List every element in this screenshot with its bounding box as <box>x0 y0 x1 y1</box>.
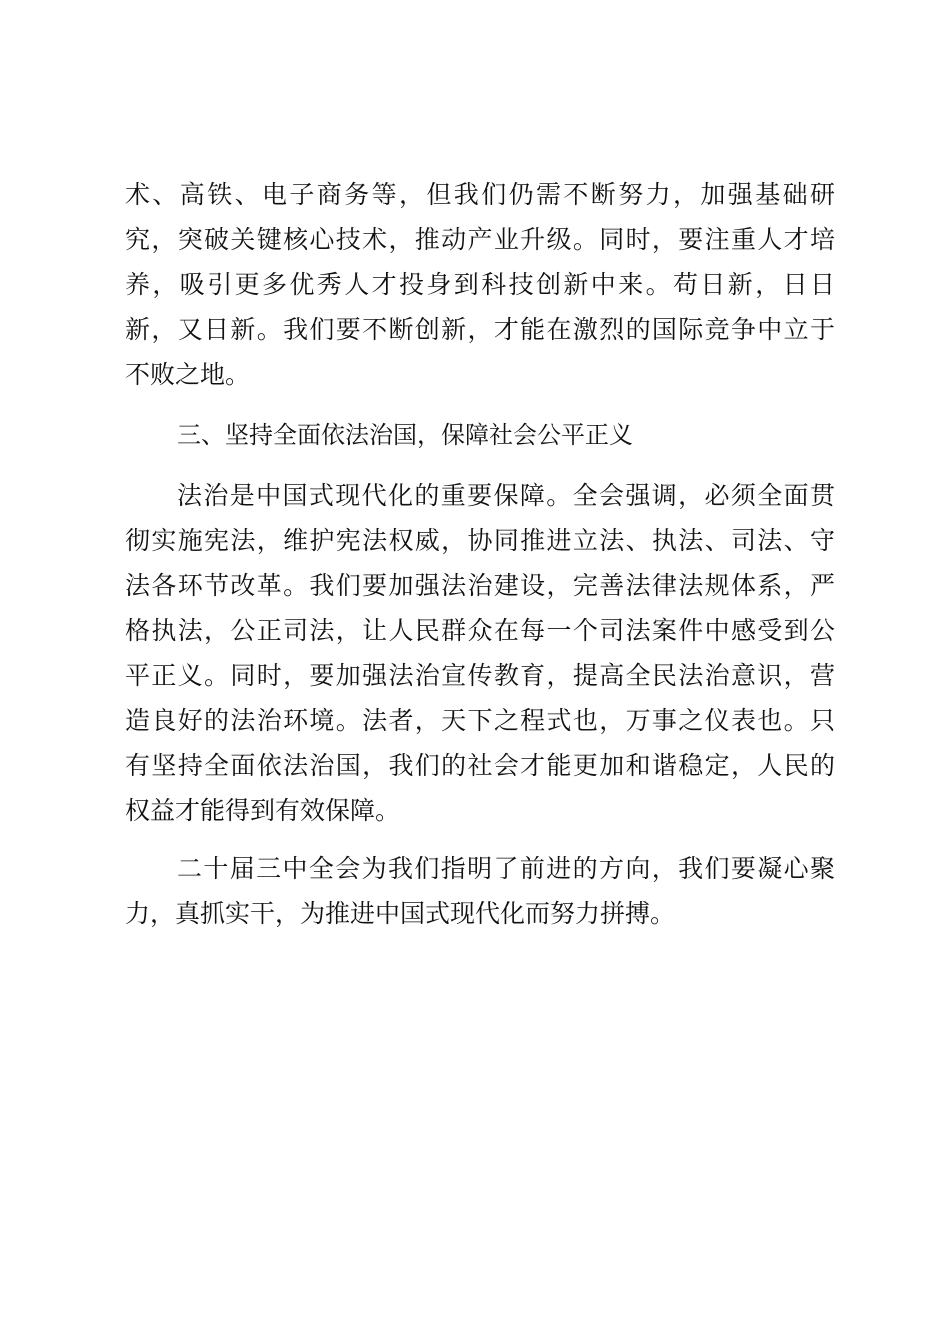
paragraph-line: 有坚持全面依法治国，我们的社会才能更加和谐稳定，人民的 <box>125 751 835 780</box>
section-heading-container <box>125 413 835 458</box>
paragraph-line: 权益才能得到有效保障。 <box>125 796 401 825</box>
paragraph-line: 二十届三中全会为我们指明了前进的方向，我们要凝心聚 <box>177 854 835 883</box>
paragraph-line: 不败之地。 <box>125 360 251 389</box>
paragraph-line: 养，吸引更多优秀人才投身到科技创新中来。苟日新，日日 <box>125 270 835 299</box>
paragraph-line: 究，突破关键核心技术，推动产业升级。同时，要注重人才培 <box>125 225 835 254</box>
paragraph-line: 造良好的法治环境。法者，天下之程式也，万事之仪表也。只 <box>125 706 835 735</box>
paragraph-line: 法治是中国式现代化的重要保障。全会强调，必须全面贯 <box>177 481 835 510</box>
paragraph-line: 彻实施宪法，维护宪法权威，协同推进立法、执法、司法、守 <box>125 526 835 555</box>
paragraph-line: 格执法，公正司法，让人民群众在每一个司法案件中感受到公 <box>125 616 835 645</box>
paragraph-line: 新，又日新。我们要不断创新，才能在激烈的国际竞争中立于 <box>125 315 835 344</box>
paragraph-line: 术、高铁、电子商务等，但我们仍需不断努力，加强基础研 <box>125 180 835 209</box>
paragraph-conclusion <box>125 846 835 936</box>
paragraph-line: 平正义。同时，要加强法治宣传教育，提高全民法治意识，营 <box>125 661 835 690</box>
paragraph-line: 力，真抓实干，为推进中国式现代化而努力拼搏。 <box>125 899 676 928</box>
section-heading: 三、坚持全面依法治国，保障社会公平正义 <box>177 421 633 449</box>
paragraph-innovation-continued <box>125 172 835 397</box>
paragraph-rule-of-law <box>125 473 835 833</box>
paragraph-line: 法各环节改革。我们要加强法治建设，完善法律法规体系，严 <box>125 571 835 600</box>
